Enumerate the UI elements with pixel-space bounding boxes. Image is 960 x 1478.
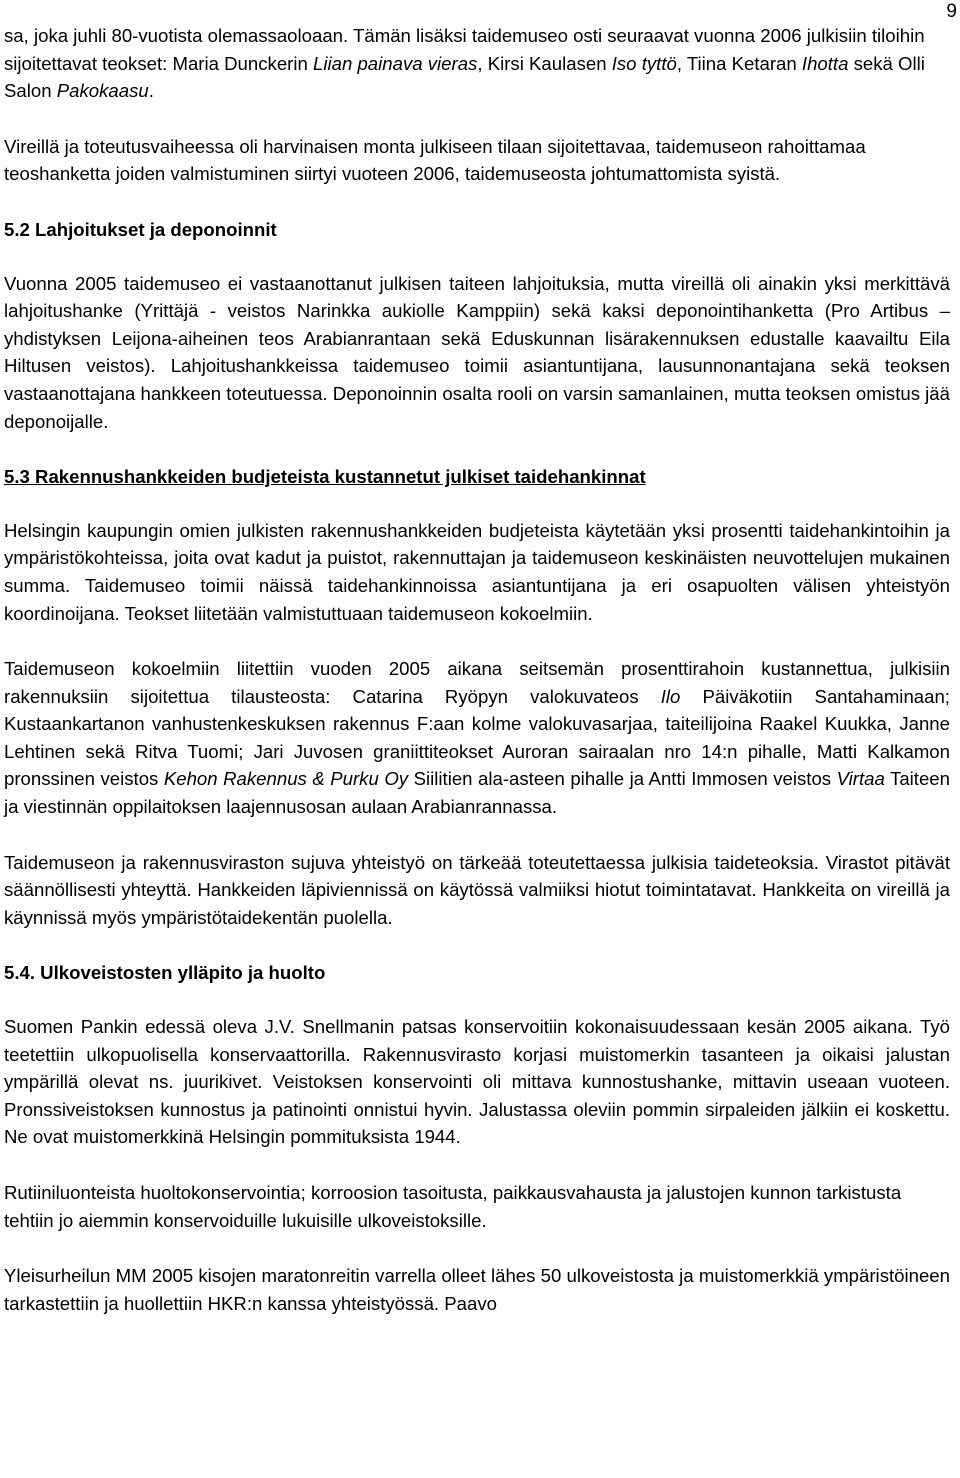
text-run: sa, joka juhli 80-vuotista olemassaoloaan. Tämän lisäksi taidemuseo osti seuraavat vuonna 2006 julkisiin tiloihin sijoitettavat teokset: Maria Dunckerin [4, 25, 925, 74]
paragraph-cooperation: Taidemuseon ja rakennusviraston sujuva yhteistyö on tärkeää toteutettaessa julkisia taideteoksia. Virastot pitävät säännöllisesti yhteyttä. Hankkeiden läpiviennissä on käytössä valmiiksi hiotut toimintatavat. Hankkeita on vireillä ja käynnissä myös ympäristötaidekentän puolella. [4, 851, 950, 928]
artwork-title: Ilo [660, 685, 681, 707]
section-heading-5-3 [4, 463, 950, 491]
paragraph-snellman-statue: Suomen Pankin edessä oleva J.V. Snellmanin patsas konservoitiin kokonaisuudessaan kesän 2005 aikana. Työ teetettiin ulkopuolisella konservaattorilla. Rakennusvirasto korjasi muistomerkin tasanteen ja oikaisi jalustan ympärillä olevat ns. juurikivet. Veistoksen konservointi oli mittava kunnostushanke, mittavin useaan vuoteen. Pronssiveistoksen kunnostus ja patinointi onnistui hyvin. Jalustassa oleviin pommin sirpaleiden jälkiin ei koskettu. Ne ovat muistomerkkinä Helsingin pommituksista 1944. [4, 1016, 950, 1148]
document-body [4, 22, 950, 1317]
text-run: Päiväkotiin Santahaminaan; Kustaankartanon vanhustenkeskuksen rakennus F:aan kolme valokuvasarjaa, taiteilijoina Raakel Kuukka, Janne Lehtinen sekä Ritva Tuomi; Jari Juvosen graniittiteokset Auroran sairaalan nro 14:n pihalle, Matti Kalkamon pronssinen veistos [4, 685, 950, 790]
text-run: Taidemuseon kokoelmiin liitettiin vuoden 2005 aikana seitsemän prosenttirahoin kustannettua, julkisiin rakennuksiin sijoitettua tilausteosta: Catarina Ryöpyn valokuvateos [4, 658, 950, 707]
artwork-title: Liian painava vieras [313, 52, 478, 74]
section-heading-5-4: 5.4. Ulkoveistosten ylläpito ja huolto [4, 962, 326, 984]
page-number: 9 [946, 1, 957, 22]
artwork-title: Ihotta [801, 52, 849, 74]
paragraph-world-championships: Yleisurheilun MM 2005 kisojen maratonreitin varrella olleet lähes 50 ulkoveistosta ja muistomerkkiä ympäristöineen tarkastettiin ja huollettiin HKR:n kanssa yhteistyössä. Paavo [4, 1265, 950, 1314]
paragraph-pending-projects: Vireillä ja toteutusvaiheessa oli harvinaisen monta julkiseen tilaan sijoitettavaa, taidemuseon rahoittamaa teoshanketta joiden valmistuminen siirtyi vuoteen 2006, taidemuseosta johtumattomista syistä. [4, 135, 866, 185]
text-run: Taiteen ja viestinnän oppilaitoksen laajennusosan aulaan Arabianrannassa. [4, 768, 950, 818]
paragraph-new-acquisitions [4, 22, 950, 105]
text-run: . [148, 80, 154, 102]
paragraph-routine-maintenance: Rutiiniluonteista huoltokonservointia; korroosion tasoitusta, paikkausvahausta ja jalustojen kunnon tarkistusta tehtiin jo aiemmin konservoiduille lukuisille ulkoveistoksille. [4, 1182, 902, 1231]
artwork-title: Pakokaasu [56, 80, 149, 102]
text-run: , Kirsi Kaulasen [477, 52, 612, 74]
text-run: sekä Olli Salon [4, 52, 925, 102]
section-heading-5-2: 5.2 Lahjoitukset ja deponoinnit [4, 218, 277, 240]
text-run: Siilitien ala-asteen pihalle ja Antti Immosen veistos [408, 768, 837, 790]
paragraph-collection-additions [4, 655, 950, 821]
section-heading-text: 5.3 Rakennushankkeiden budjeteista kustannetut julkiset taidehankinnat [4, 466, 646, 488]
text-run: , Tiina Ketaran [676, 52, 802, 74]
artwork-title: Iso tyttö [611, 52, 677, 74]
artwork-title: Virtaa [836, 768, 885, 790]
artwork-title: Kehon Rakennus & Purku Oy [163, 768, 409, 790]
paragraph-donations: Vuonna 2005 taidemuseo ei vastaanottanut julkisen taiteen lahjoituksia, mutta vireillä oli ainakin yksi merkittävä lahjoitushanke (Yrittäjä - veistos Narinkka aukiolle Kamppiin) sekä kaksi deponointihanketta (Pro Artibus – yhdistyksen Leijona-aiheinen teos Arabianrantaan sekä Eduskunnan lisärakennuksen edustalle kaavailtu Eila Hiltusen veistos). Lahjoitushankkeissa taidemuseo toimii asiantuntijana, lausunnonantajana sekä teoksen vastaanottajana hankkeen toteutuessa. Deponoinnin osalta rooli on varsin samanlainen, mutta teoksen omistus jää deponoijalle. [4, 272, 950, 432]
paragraph-percent-for-art: Helsingin kaupungin omien julkisten rakennushankkeiden budjeteista käytetään yksi prosentti taidehankintoihin ja ympäristökohteissa, joita ovat kadut ja puistot, rakennuttajan ja taidemuseon keskinäisten neuvottelujen mukainen summa. Taidemuseo toimii näissä taidehankinnoissa asiantuntijana ja eri osapuolten välisen yhteistyön koordinoijana. Teokset liitetään valmistuttuaan taidemuseon kokoelmiin. [4, 519, 950, 624]
